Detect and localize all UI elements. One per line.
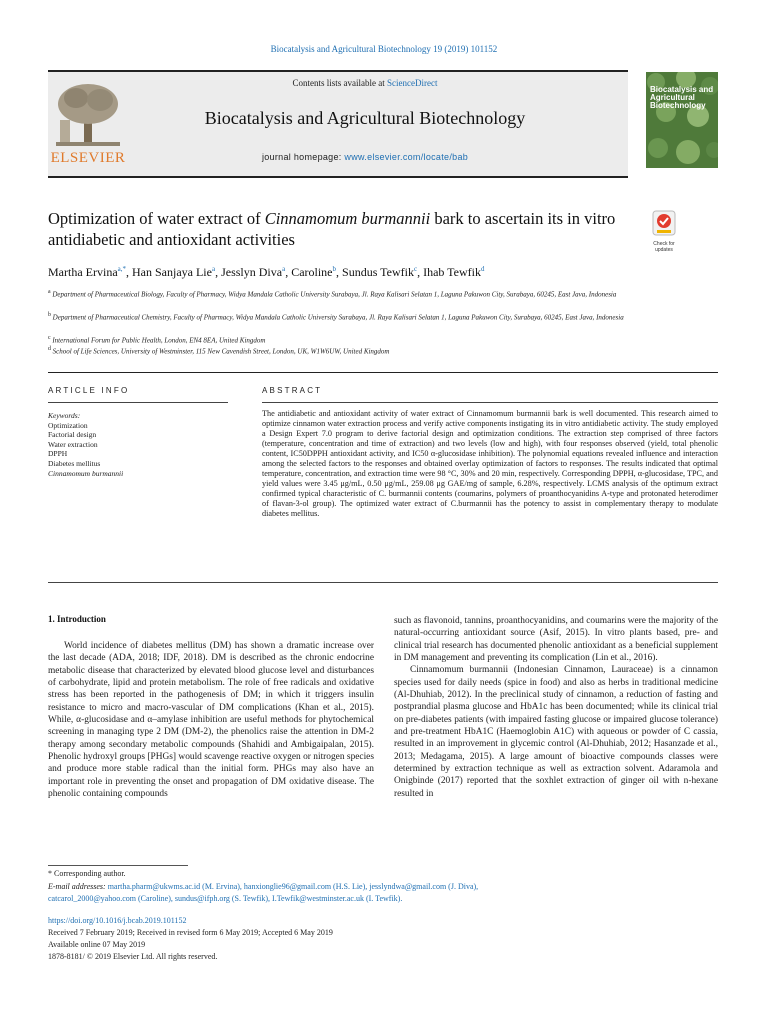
title-species: Cinnamomum burmannii: [264, 209, 431, 228]
abstract-rule: [262, 402, 718, 403]
affiliation-c: $^c$ International Forum for Public Health, London, EN4 8EA, United Kingdom: [48, 335, 266, 345]
article-info-rule: [48, 402, 228, 403]
intro-left-column: [48, 640, 374, 800]
keyword: Water extraction: [48, 439, 98, 449]
article-info-heading: ARTICLE INFO: [48, 386, 130, 395]
author[interactable]: Jesslyn Diva$^a$: [221, 265, 286, 279]
affiliation-d: $^d$ School of Life Sciences, University of Westminster, 115 New Cavendish Street, London, UK, W1W6UW, United Kingdom: [48, 346, 390, 356]
author[interactable]: Han Sanjaya Lie$^a$: [132, 265, 216, 279]
email-addresses-line-2[interactable]: catcarol_2000@yahoo.com (Caroline), sundus@ifph.org (S. Tewfik), I.Tewfik@westminster.ac.uk (I. Tewfik).: [48, 894, 403, 903]
journal-cover-image[interactable]: [646, 72, 718, 168]
keyword: Diabetes mellitus: [48, 458, 101, 468]
intro-paragraph: World incidence of diabetes mellitus (DM) has shown a dramatic increase over the last decade (ADA, 2018; IDF, 2018). DM is described as the chronic endocrine metabolic disease that characterized by elevated blood glucose level and disturbances of carbohydrate, lipid and protein metabolism. The role of free radicals and oxidative stress has been reported in the pathogenesis of DM; in which it triggers insulin resistance to micro and macro-vascular of DM complications (Khan et al., 2015). While, α-glucosidase and α–amylase inhibition are useful methods for phytochemical screening in managing type 2 DM (DM-2), the phenolics raise the attention in DM-2 therapy among secondary metabolic compounds (Shahidi and Ambigaipalan, 2015). Phenolic hydroxyl groups [PHGs] would scavenge reactive oxygen or nitrogen species and produce more stable radical than the initial form. PHGs may also have an important role in preventing the onset and propagation of DM oxidative disease. The phenolic containing compounds: [48, 641, 374, 800]
intro-paragraph: Cinnamomum burmannii (Indonesian Cinnamon, Lauraceae) is a cinnamon species used for daily needs (spice in food) and also as herbs in traditional medicine (Al-Dhuhiab, 2012). In the preclinical study of cinnamon, a reduction of fasting and postprandial plasma glucose and HbA1c has been documented; while its clinical trial on pre-diabetes patients (with impaired fasting glucose or impaired glucose tolerance) and pre-treatment HbA1C (Haemoglobin A1C) with aqueous or powder of C cassia, resulted in an improvement in glycemic control (Al-Dhuhiab, 2012; Hasanzade et al., 2013; Medagama, 2015). A large amount of bioactive compounds classes were determined by extraction technique as well as extraction solvent. Adaramola and Onigbinde (2017) reported that the soxhlet extraction of ginger oil with n-hexane resulted in: [394, 665, 718, 799]
section-heading-introduction: 1. Introduction: [48, 614, 106, 624]
journal-citation-link[interactable]: Biocatalysis and Agricultural Biotechnology 19 (2019) 101152: [270, 44, 498, 54]
keywords-block: [48, 411, 228, 478]
article-title: [48, 208, 628, 250]
footnotes: [48, 868, 728, 906]
intro-right-column: [394, 615, 718, 800]
email-links[interactable]: martha.pharm@ukwms.ac.id (M. Ervina), hanxionglie96@gmail.com (H.S. Lie), jesslyndwa@gmail.com (J. Diva),: [107, 881, 479, 891]
corresponding-author-note: * Corresponding author.: [48, 869, 126, 878]
author-list: Martha Ervina$^{a,*}$, Han Sanjaya Lie$^a$, Jesslyn Diva$^a$, Caroline$^b$, Sundus Tewfik$^c$, Ihab Tewfik$^d$: [48, 265, 485, 279]
check-updates-label: Check for updates: [653, 241, 675, 253]
title-part-2: bark to ascertain its in vitro antidiabetic and antioxidant activities: [48, 209, 616, 249]
contents-available: [130, 78, 600, 88]
author[interactable]: Sundus Tewfik$^c$: [342, 265, 418, 279]
keyword: Optimization: [48, 420, 88, 430]
author[interactable]: Caroline$^b$: [291, 265, 337, 279]
elsevier-logo-text: ELSEVIER: [50, 150, 126, 166]
homepage-prefix: journal homepage:: [261, 152, 345, 162]
abstract-text: The antidiabetic and antioxidant activity of water extract of Cinnamomum burmannii bark is well documented. This research aimed to optimize cinnamon water extraction process and verify active components instigating its in vitro antidiabetic activity. The study employed a Design Expert 7.0 program to derive factorial design and optimization conditions. The extraction step comprised of three factors (temperature, concentration and time of extraction) and two levels (low and high), with four responses observed (yield, total phenolic content, IC50DPPH antioxidant activity, and IC50 α-glucosidase inhibition). The polynomial equations revealed influence and interaction among the selected factors to the responses and obtained overlay optimization of factors to responses. The results indicated that optimal temperature, concentration, and extraction time were 98 °C, 30% and 20 min, respectively. Corresponding DPPH, α-glucosidase, TPC, and yield values were 3.45 μg/mL, 0.50 μg/mL, 259.08 μg GAE/mg of sample, 6.28%, respectively. LCMS analysis of the optimum extract confirmed typical characteristic of C. burmannii contents (coumarins, polymers of proanthocyanidins A-type and protonated heterodimer of flavan-3-ol group). The optimized water extract of C.burmannii has the potency to assist in complementary therapy to modulate diabetes mellitus.: [262, 409, 718, 519]
footnote-rule: [48, 865, 188, 866]
divider-bottom: [48, 582, 718, 583]
keywords-label: Keywords:: [48, 411, 81, 420]
email-label: E-mail addresses:: [48, 881, 106, 891]
journal-homepage: [130, 152, 600, 162]
affiliation-a: $^a$ Department of Pharmaceutical Biology, Faculty of Pharmacy, Widya Mandala Catholic University Surabaya, Jl. Raya Kalisari Selatan 1, Laguna Pakuwon City, Surabaya, 60245, East Java, Indonesia: [48, 289, 617, 299]
keyword: Cinnamomum burmannii: [48, 468, 124, 478]
keyword: Factorial design: [48, 430, 97, 440]
intro-paragraph: such as flavonoid, tannins, proanthocyanidins, and coumarins were the majority of the natural-occurring antioxidant source (Asif, 2015). In vitro plants based, pre- and clinical trial research has documented phenolic antioxidant as a beneficial supplement in DM management and preventing its complication (Lin et al., 2016).: [394, 616, 718, 664]
author[interactable]: Ihab Tewfik$^d$: [423, 265, 485, 279]
sciencedirect-link[interactable]: ScienceDirect: [387, 78, 438, 88]
divider-top: [48, 372, 718, 373]
homepage-link[interactable]: www.elsevier.com/locate/bab: [344, 152, 469, 162]
doi-link[interactable]: https://doi.org/10.1016/j.bcab.2019.101152: [48, 916, 187, 925]
affiliation-b: $^b$ Department of Pharmaceutical Chemistry, Faculty of Pharmacy, Widya Mandala Catholic University Surabaya, Jl. Raya Kalisari Selatan 1, Laguna Pakuwon City, Surabaya, 60245, East Java, Indonesia: [48, 312, 624, 322]
received-dates: Received 7 February 2019; Received in revised form 6 May 2019; Accepted 6 May 2019: [48, 928, 333, 937]
check-for-updates-button[interactable]: [644, 210, 684, 254]
publication-info: [48, 915, 548, 963]
email-addresses-line-1: [48, 881, 728, 894]
cover-title: Biocatalysis and Agricultural Biotechnology: [650, 85, 714, 110]
author[interactable]: Martha Ervina$^{a,*}$: [48, 265, 126, 279]
contents-prefix: Contents lists available at: [292, 78, 387, 88]
available-online: Available online 07 May 2019: [48, 940, 146, 949]
title-part-1: Optimization of water extract of: [48, 209, 265, 228]
journal-title: Biocatalysis and Agricultural Biotechnology: [204, 108, 526, 128]
check-updates-icon: [652, 210, 676, 236]
abstract-heading: ABSTRACT: [262, 386, 323, 395]
keyword: DPPH: [48, 449, 68, 459]
copyright: 1878-8181/ © 2019 Elsevier Ltd. All rights reserved.: [48, 952, 218, 961]
